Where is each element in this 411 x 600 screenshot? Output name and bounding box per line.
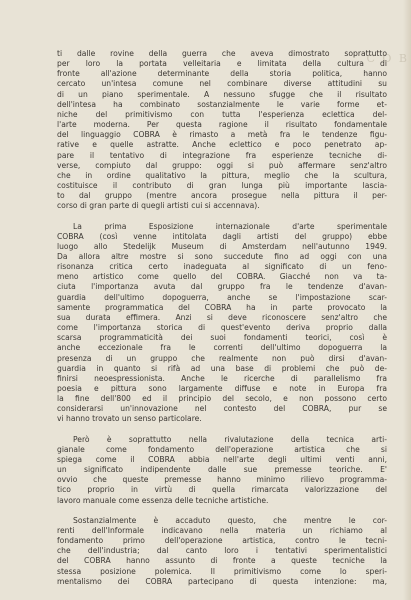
text-line: Però è soprattutto nella rivalutazione della tecnica arti- — [73, 434, 387, 444]
text-line: guardia in quanto si rifà ad una base di problemi che può de- — [57, 363, 387, 373]
text-line: tico proprio in virtù di quella rimarcata valorizzazione del — [57, 485, 387, 495]
text-line: renti dell'Informale indicavano nella materia un richiamo al — [57, 525, 387, 535]
text-line: spiega come il COBRA abbia nell'arte degli ultimi venti anni, — [57, 454, 387, 464]
text-line: guardia dell'ultimo dopoguerra, anche se l'impostazione scar- — [57, 292, 387, 302]
text-line: costituisce il contributo di gran lunga più importante lascia- — [57, 181, 387, 191]
text-line: cercato un'intesa comune nel combinare diverse attitudini su — [57, 79, 387, 89]
text-line: Sostanzialmente è accaduto questo, che mentre le cor- — [73, 515, 387, 525]
text-line: considerarsi un'innovazione nel contesto del COBRA, pur se — [57, 404, 387, 414]
text-line: ciuta l'importanza avuta dal gruppo fra le tendenze d'avan- — [57, 282, 387, 292]
text-line: pare il tentativo di integrazione fra esperienze tecniche di- — [57, 150, 387, 160]
text-line: la fine dell'800 ed il principio del secolo, e non possono certo — [57, 394, 387, 404]
text-line: meno artistico come quello del COBRA. Giacché non va ta- — [57, 272, 387, 282]
text-line: finirsi neoespressionista. Anche le ricerche di parallelismo fra — [57, 373, 387, 383]
text-line: l'arte moderna. Per questa ragione il risultato fondamentale — [57, 120, 387, 130]
text-line: presenza di un gruppo che realmente non può dirsi d'avan- — [57, 353, 387, 363]
text-line: di un piano sperimentale. A nessuno sfugge che il risultato — [57, 89, 387, 99]
text-line: ovvio che queste premesse hanno minimo rilievo programma- — [57, 475, 387, 485]
text-line: del linguaggio COBRA è rimasto a metà fra le tendenze figu- — [57, 130, 387, 140]
paragraph-2 — [57, 222, 387, 425]
text-line: che dell'industria; dal canto loro i tentativi sperimentalistici — [57, 546, 387, 556]
text-line: corso di gran parte di quegli artisti cui si accennava). — [57, 201, 260, 211]
body-text — [57, 49, 387, 587]
paragraph-3 — [57, 435, 387, 506]
text-line: scarsa programmaticità dei suoi fondamenti teorici, così è — [57, 333, 387, 343]
text-line: COBRA (così venne intitolata dagli artisti del gruppo) ebbe — [57, 231, 387, 241]
text-line: poesia e pittura sono largamente diffuse e note in Europa fra — [57, 384, 387, 393]
text-line: stessa posizione polemica. Il primitivismo come lo speri- — [57, 566, 387, 576]
text-line: mentalismo dei COBRA partecipano di questa intenzione: ma, — [57, 576, 387, 586]
text-line: niche del primitivismo con tutta l'esperienza eclettica del- — [57, 109, 387, 119]
text-line: dell'intesa ha combinato sostanzialmente le varie forme et- — [57, 99, 387, 109]
text-line: ti dalle rovine della guerra che aveva dimostrato soprattutto — [57, 49, 387, 58]
text-line: del COBRA hanno assunto di fronte a queste tecniche la — [57, 556, 387, 566]
page-edge-shadow — [403, 0, 411, 600]
text-line: lavoro manuale come essenza delle tecniche artistiche. — [57, 495, 269, 505]
bleed-through-text: C O B — [366, 52, 409, 65]
text-line: fronte all'azione determinante della storia politica, hanno — [57, 69, 387, 79]
text-line: luogo allo Stedelijk Museum di Amsterdam nell'autunno 1949. — [57, 241, 387, 251]
text-line: La prima Esposizione internazionale d'arte sperimentale — [73, 221, 387, 231]
text-line: come l'importanza storica di quest'evento deriva proprio dalla — [57, 323, 387, 333]
text-line: samente programmatica del COBRA ha in parte provocato la — [57, 302, 387, 312]
text-line: sua durata effimera. Anzi si deve riconoscere senz'altro che — [57, 312, 387, 322]
text-line: un significato indipendente dalle sue premesse teoriche. E' — [57, 465, 387, 475]
text-line: per loro la portata velleitaria e limitata della cultura di — [57, 59, 387, 69]
text-line: gianale come fondamento dell'operazione artistica che si — [57, 444, 387, 454]
paragraph-4 — [57, 516, 387, 587]
text-line: Da allora altre mostre si sono succedute fino ad oggi con una — [57, 251, 387, 261]
text-line: to dal gruppo (mentre ancora prosegue nella pittura il per- — [57, 191, 387, 201]
text-line: verse, compiuto dal gruppo: oggi si può affermare senz'altro — [57, 160, 387, 170]
paragraph-1 — [57, 49, 387, 212]
text-line: anche eccezionale fra le correnti dell'ultimo dopoguerra la — [57, 343, 387, 353]
text-line: fondamento primo dell'operazione artistica, contro le tecni- — [57, 536, 387, 546]
text-line: risonanza critica certo inadeguata al significato di un feno- — [57, 262, 387, 272]
text-line: rative e quelle astratte. Anche eclettico e poco penetrato ap- — [57, 140, 387, 150]
text-line: che in ordine qualitativo la pittura, meglio che la scultura, — [57, 170, 387, 180]
text-line: vi hanno trovato un senso particolare. — [57, 414, 202, 424]
